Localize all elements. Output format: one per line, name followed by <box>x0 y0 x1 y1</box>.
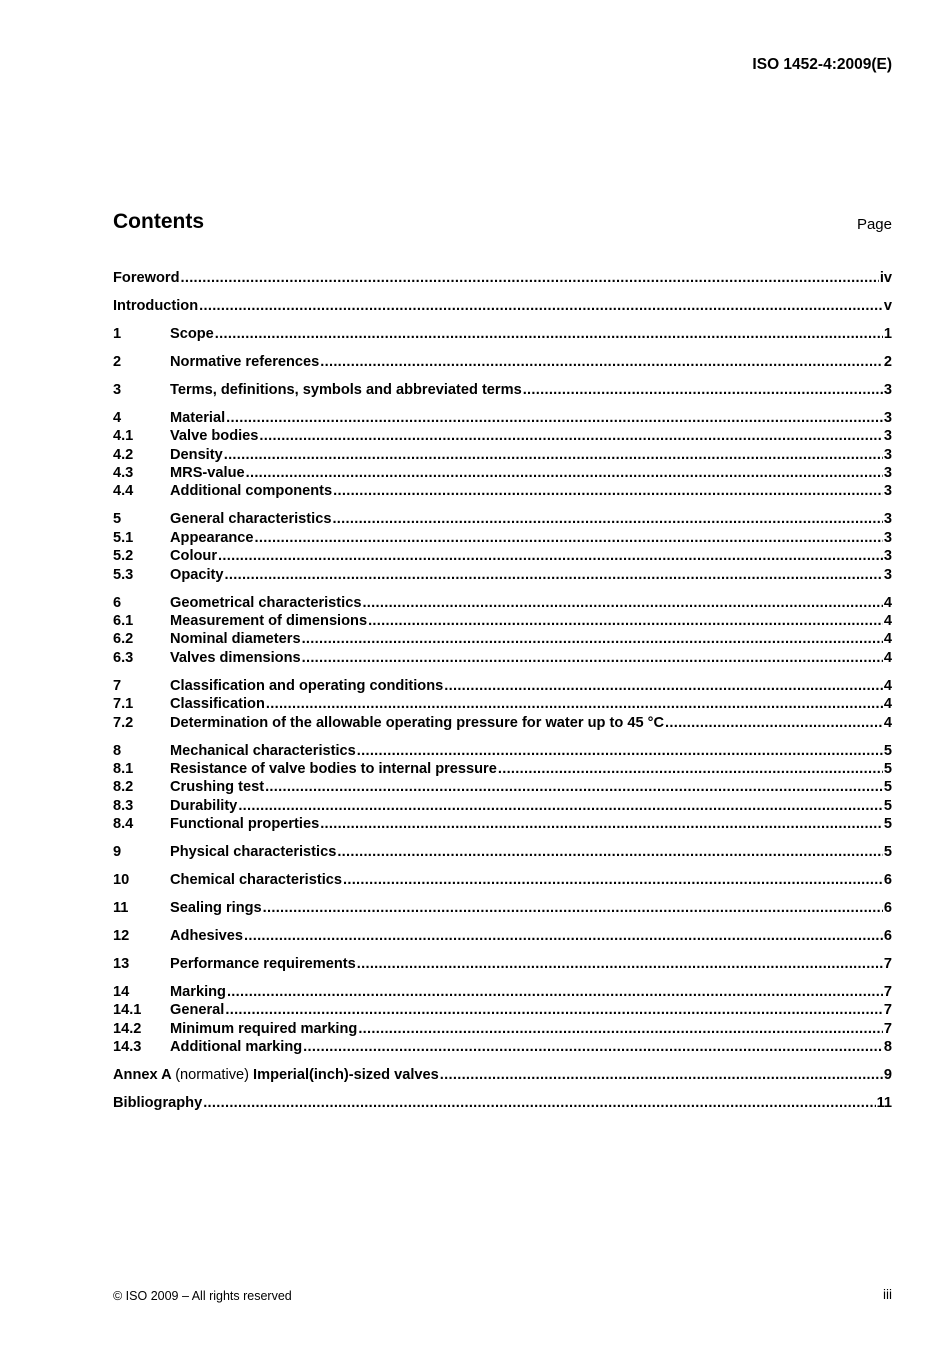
toc-entry[interactable] <box>113 529 892 547</box>
toc-entry[interactable] <box>113 843 892 861</box>
dot-leader <box>320 353 883 371</box>
table-of-contents <box>113 269 892 1122</box>
dot-leader <box>357 742 883 760</box>
toc-entry-page: 3 <box>883 566 892 583</box>
toc-entry-number: 14.1 <box>113 1002 142 1019</box>
toc-group <box>113 955 892 973</box>
toc-entry-number: 12 <box>113 928 130 945</box>
dot-leader <box>263 899 883 917</box>
toc-entry[interactable] <box>113 714 892 732</box>
toc-entry-page: 6 <box>883 872 892 889</box>
toc-entry[interactable] <box>113 742 892 760</box>
toc-entry[interactable] <box>113 1020 892 1038</box>
toc-entry-title: Minimum required marking <box>170 1020 358 1037</box>
toc-entry-number: 1 <box>113 325 122 342</box>
toc-entry-number: 2 <box>113 353 122 370</box>
document-id: ISO 1452-4:2009(E) <box>752 56 892 73</box>
toc-entry-page: 5 <box>883 760 892 777</box>
toc-group <box>113 594 892 668</box>
dot-leader <box>199 297 883 315</box>
dot-leader <box>357 955 883 973</box>
toc-entry-number: 7.1 <box>113 696 134 713</box>
toc-entry-number: 3 <box>113 381 122 398</box>
toc-entry-page: 4 <box>883 631 892 648</box>
toc-entry-title: Adhesives <box>170 928 244 945</box>
dot-leader <box>523 381 883 399</box>
page-title: Contents <box>113 210 204 233</box>
toc-entry-number: 5.3 <box>113 566 134 583</box>
toc-entry-page: 9 <box>883 1067 892 1084</box>
dot-leader <box>337 843 883 861</box>
toc-entry-page: iv <box>879 270 892 286</box>
dot-leader <box>303 1038 883 1056</box>
toc-entry-number: 7.2 <box>113 714 134 731</box>
toc-entry-title: Terms, definitions, symbols and abbreviated terms <box>170 381 522 398</box>
toc-entry-title: Functional properties <box>170 816 320 833</box>
dot-leader <box>343 871 883 889</box>
toc-entry-title: Physical characteristics <box>170 844 337 861</box>
toc-entry-number: 5.1 <box>113 529 134 546</box>
toc-group <box>113 325 892 343</box>
annex-label: Annex A <box>113 1067 172 1084</box>
toc-entry-page: 4 <box>883 714 892 731</box>
toc-entry[interactable] <box>113 464 892 482</box>
toc-entry-page: 5 <box>883 844 892 861</box>
toc-entry-number: 8.4 <box>113 816 134 833</box>
toc-entry[interactable] <box>113 510 892 528</box>
toc-entry-title: Nominal diameters <box>170 631 301 648</box>
toc-entry-page: 6 <box>883 928 892 945</box>
toc-entry[interactable] <box>113 427 892 445</box>
toc-entry[interactable] <box>113 927 892 945</box>
toc-entry-number: 8.1 <box>113 760 134 777</box>
toc-entry-number: 13 <box>113 956 130 973</box>
toc-entry-title: MRS-value <box>170 465 245 482</box>
annex-qualifier: (normative) <box>175 1067 249 1084</box>
toc-entry[interactable] <box>113 899 892 917</box>
toc-group <box>113 899 892 917</box>
toc-entry-title: Scope <box>170 325 214 342</box>
toc-entry-page: 7 <box>883 956 892 973</box>
toc-entry-number: 5.2 <box>113 548 134 565</box>
dot-leader <box>302 630 883 648</box>
toc-entry-page: 3 <box>883 409 892 426</box>
toc-entry[interactable] <box>113 482 892 500</box>
toc-entry-title: Opacity <box>170 566 224 583</box>
toc-entry-number: 8.3 <box>113 797 134 814</box>
toc-entry-title: Bibliography <box>113 1095 203 1112</box>
page-number: iii <box>883 1287 892 1302</box>
toc-entry[interactable] <box>113 353 892 371</box>
toc-entry-title: Material <box>170 409 226 426</box>
toc-entry-title: Geometrical characteristics <box>170 594 362 611</box>
toc-entry-title: Additional components <box>170 483 333 500</box>
dot-leader <box>665 714 883 732</box>
dot-leader <box>215 325 883 343</box>
toc-entry-title <box>113 1066 439 1084</box>
toc-group <box>113 983 892 1057</box>
dot-leader <box>444 677 883 695</box>
toc-entry-page: 3 <box>883 446 892 463</box>
toc-group <box>113 843 892 861</box>
toc-entry-number: 7 <box>113 677 122 694</box>
dot-leader <box>333 482 883 500</box>
toc-entry[interactable] <box>113 566 892 584</box>
toc-entry-page: 2 <box>883 353 892 370</box>
toc-entry-title: Additional marking <box>170 1039 303 1056</box>
page-column-label: Page <box>856 216 892 233</box>
toc-entry-number: 4.4 <box>113 483 134 500</box>
toc-entry-number: 11 <box>113 900 129 917</box>
dot-leader <box>246 464 883 482</box>
dot-leader <box>362 594 882 612</box>
dot-leader <box>358 1020 883 1038</box>
toc-entry[interactable] <box>113 446 892 464</box>
toc-entry[interactable] <box>113 409 892 427</box>
toc-entry[interactable] <box>113 778 892 796</box>
toc-entry-title: Colour <box>170 548 218 565</box>
toc-entry-number: 9 <box>113 844 122 861</box>
toc-entry[interactable] <box>113 1038 892 1056</box>
dot-leader <box>265 778 883 796</box>
toc-entry[interactable] <box>113 1001 892 1019</box>
toc-entry-title: Valve bodies <box>170 428 259 445</box>
toc-entry-page: 4 <box>883 649 892 666</box>
toc-entry-page: 11 <box>876 1095 892 1112</box>
toc-entry[interactable] <box>113 760 892 778</box>
dot-leader <box>226 409 883 427</box>
toc-entry[interactable] <box>113 630 892 648</box>
toc-entry[interactable] <box>113 612 892 630</box>
toc-entry-title: Crushing test <box>170 779 265 796</box>
toc-entry-number: 4.3 <box>113 465 134 482</box>
dot-leader <box>255 529 883 547</box>
toc-group <box>113 742 892 834</box>
toc-group <box>113 269 892 287</box>
toc-entry-number: 5 <box>113 511 122 528</box>
toc-entry[interactable] <box>113 269 892 287</box>
toc-entry-title: Performance requirements <box>170 956 356 973</box>
toc-entry-title: Marking <box>170 984 226 1001</box>
toc-group <box>113 353 892 371</box>
toc-group <box>113 510 892 584</box>
dot-leader <box>218 547 883 565</box>
toc-entry[interactable] <box>113 815 892 833</box>
toc-entry-page: 7 <box>883 1002 892 1019</box>
toc-entry-title: Valves dimensions <box>170 649 301 666</box>
toc-entry-number: 6.2 <box>113 631 134 648</box>
toc-entry-title: General <box>170 1002 225 1019</box>
toc-entry-page: 3 <box>883 511 892 528</box>
toc-entry-page: 3 <box>883 483 892 500</box>
toc-entry-page: 5 <box>883 742 892 759</box>
toc-entry[interactable] <box>113 547 892 565</box>
toc-group <box>113 677 892 732</box>
toc-group <box>113 927 892 945</box>
dot-leader <box>440 1066 883 1084</box>
dot-leader <box>238 797 883 815</box>
toc-entry-page: 3 <box>883 381 892 398</box>
toc-entry-page: 8 <box>883 1039 892 1056</box>
toc-entry-number: 14 <box>113 984 130 1001</box>
toc-entry-number: 4.2 <box>113 446 134 463</box>
toc-entry-bibliography[interactable] <box>113 1094 892 1112</box>
dot-leader <box>259 427 882 445</box>
dot-leader <box>225 1001 883 1019</box>
toc-entry-number: 8 <box>113 742 122 759</box>
toc-group <box>113 381 892 399</box>
toc-entry[interactable] <box>113 381 892 399</box>
toc-entry-page: 7 <box>883 984 892 1001</box>
toc-entry[interactable] <box>113 677 892 695</box>
toc-entry-page: 4 <box>883 696 892 713</box>
toc-group-bibliography <box>113 1094 892 1112</box>
toc-entry-title: Classification <box>170 696 265 713</box>
toc-entry-number: 14.2 <box>113 1020 142 1037</box>
toc-entry[interactable] <box>113 649 892 667</box>
toc-entry-page: 3 <box>883 428 892 445</box>
toc-entry-number: 14.3 <box>113 1039 142 1056</box>
toc-entry-title: Appearance <box>170 529 254 546</box>
toc-entry-page: 3 <box>883 465 892 482</box>
toc-entry-page: 5 <box>883 797 892 814</box>
toc-entry-title: Introduction <box>113 297 199 314</box>
dot-leader <box>244 927 883 945</box>
dot-leader <box>332 510 882 528</box>
dot-leader <box>302 649 883 667</box>
toc-entry-title: Determination of the allowable operating pressure for water up to 45 °C <box>170 714 664 731</box>
toc-group <box>113 871 892 889</box>
toc-entry-page: 4 <box>883 677 892 694</box>
dot-leader <box>320 815 883 833</box>
toc-entry-page: 3 <box>883 529 892 546</box>
dot-leader <box>224 446 883 464</box>
dot-leader <box>180 269 878 287</box>
toc-entry-page: 4 <box>883 594 892 611</box>
toc-entry[interactable] <box>113 325 892 343</box>
toc-entry-page: 5 <box>883 779 892 796</box>
dot-leader <box>498 760 883 778</box>
toc-entry-title: Measurement of dimensions <box>170 613 368 630</box>
toc-entry-title: Foreword <box>113 270 180 286</box>
toc-entry-title: General characteristics <box>170 511 332 528</box>
toc-entry-number: 4 <box>113 409 122 426</box>
toc-entry[interactable] <box>113 983 892 1001</box>
copyright-notice: © ISO 2009 – All rights reserved <box>113 1289 292 1303</box>
toc-group <box>113 297 892 315</box>
toc-entry-page: 3 <box>883 548 892 565</box>
toc-entry-number: 4.1 <box>113 428 134 445</box>
toc-entry-title: Classification and operating conditions <box>170 677 444 694</box>
toc-entry[interactable] <box>113 871 892 889</box>
toc-entry[interactable] <box>113 297 892 315</box>
toc-entry-title: Normative references <box>170 353 320 370</box>
toc-entry-number: 10 <box>113 872 130 889</box>
toc-entry-page: 7 <box>883 1020 892 1037</box>
toc-entry-title: Mechanical characteristics <box>170 742 356 759</box>
toc-entry-title: Durability <box>170 797 238 814</box>
toc-entry-number: 6 <box>113 594 122 611</box>
toc-entry-number: 6.1 <box>113 613 134 630</box>
toc-entry-page: 5 <box>883 816 892 833</box>
toc-entry[interactable] <box>113 955 892 973</box>
annex-title: Imperial(inch)-sized valves <box>253 1067 439 1084</box>
toc-entry-number: 8.2 <box>113 779 134 796</box>
toc-entry-title: Resistance of valve bodies to internal pressure <box>170 760 497 777</box>
toc-entry-page: 4 <box>883 613 892 630</box>
toc-entry-title: Chemical characteristics <box>170 872 342 889</box>
toc-entry-title: Sealing rings <box>170 900 262 917</box>
toc-group-annex <box>113 1066 892 1084</box>
toc-entry[interactable] <box>113 797 892 815</box>
toc-entry[interactable] <box>113 695 892 713</box>
dot-leader <box>266 695 883 713</box>
toc-entry-page: 1 <box>883 325 892 342</box>
toc-entry[interactable] <box>113 594 892 612</box>
toc-entry-number: 6.3 <box>113 649 134 666</box>
dot-leader <box>227 983 883 1001</box>
toc-entry-page: v <box>883 297 892 314</box>
dot-leader <box>225 566 883 584</box>
toc-group <box>113 409 892 501</box>
toc-entry-page: 6 <box>883 900 892 917</box>
toc-entry-title: Density <box>170 446 223 463</box>
dot-leader <box>203 1094 875 1112</box>
toc-entry-annex-a[interactable] <box>113 1066 892 1084</box>
dot-leader <box>368 612 883 630</box>
